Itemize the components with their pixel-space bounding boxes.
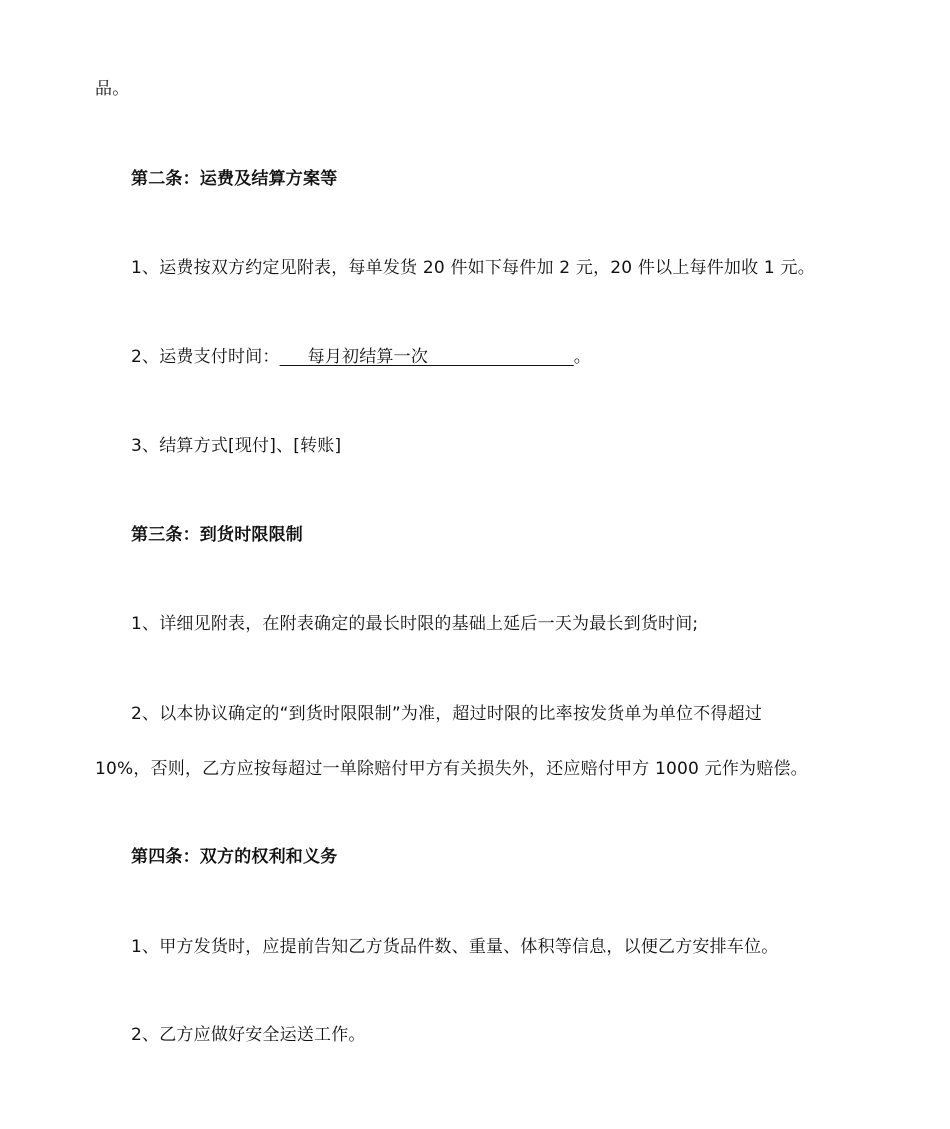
payment-time-label: 2、运费支付时间： <box>131 347 280 367</box>
article-2-clause-2 <box>131 346 591 368</box>
payment-time-end: 。 <box>573 347 591 367</box>
article-3-clause-2-line-1: 2、以本协议确定的“到货时限限制”为准，超过时限的比率按发货单为单位不得超过 <box>131 704 763 724</box>
article-3-clause-2-line-2: 10%，否则，乙方应按每超过一单除赔付甲方有关损失外，还应赔付甲方 1000 元作为赔偿。 <box>95 759 808 779</box>
article-3-clause-1: 1、详细见附表，在附表确定的最长时限的基础上延后一天为最长到货时间; <box>131 614 699 634</box>
article-4-heading: 第四条：双方的权利和义务 <box>131 847 338 867</box>
article-4-clause-1: 1、甲方发货时，应提前告知乙方货品件数、重量、体积等信息，以便乙方安排车位。 <box>131 937 779 957</box>
article-2-heading: 第二条：运费及结算方案等 <box>131 169 338 189</box>
article-2-clause-3: 3、结算方式[现付]、[转账] <box>131 436 342 456</box>
article-3-heading: 第三条：到货时限限制 <box>131 525 303 545</box>
article-2-clause-1: 1、运费按双方约定见附表，每单发货 20 件如下每件加 2 元，20 件以上每件加收 1 元。 <box>131 258 815 278</box>
article-4-clause-2: 2、乙方应做好安全运送工作。 <box>131 1025 366 1045</box>
payment-time-value: 每月初结算一次 <box>279 347 574 367</box>
continuation-text: 品。 <box>95 79 130 99</box>
